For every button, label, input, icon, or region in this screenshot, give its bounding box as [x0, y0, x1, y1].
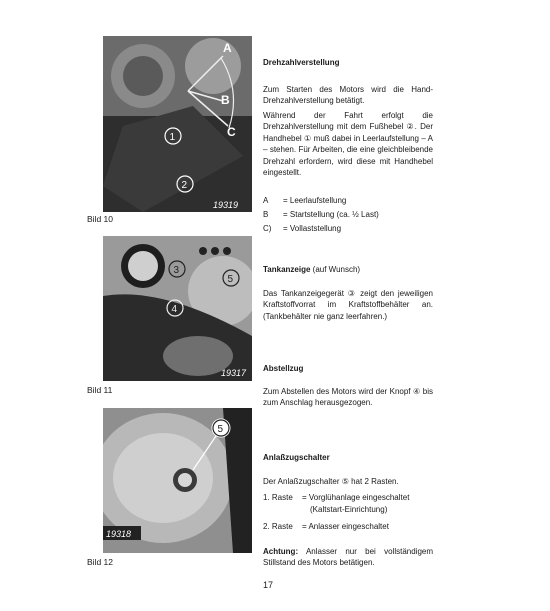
figure-caption: Bild 12 — [87, 557, 113, 567]
figure-photo-bild-10 — [103, 36, 252, 212]
heading-drehzahl: Drehzahlverstellung — [263, 58, 340, 67]
heading-abstellzug: Abstellzug — [263, 364, 304, 373]
list-value: = Vollaststellung — [283, 224, 342, 233]
figure-photo-bild-11 — [103, 236, 252, 381]
figure-photo-bild-12 — [103, 408, 252, 553]
callout-4: 4 — [171, 304, 178, 315]
paragraph: Der Anlaßzugschalter ⑤ hat 2 Rasten. — [263, 477, 399, 486]
figure-code: 19319 — [213, 200, 239, 210]
callout-a: A — [223, 41, 232, 55]
note-label: Achtung: — [263, 547, 299, 556]
figure-caption: Bild 10 — [87, 214, 113, 224]
figure-code: 19318 — [106, 529, 132, 539]
list-key: C) — [263, 224, 272, 233]
callout-c: C — [227, 125, 236, 139]
list-value: = Leerlaufstellung — [283, 196, 347, 205]
note — [263, 546, 433, 569]
list-key: 1. Raste — [263, 493, 293, 502]
paragraph: Das Tankanzeigegerät ③ zeigt den jeweiligen Kraftstoffvorrat im Kraftstoffbehälter an. (Tankbehälter nie ganz leerfahren.) — [263, 289, 433, 321]
page-number: 17 — [263, 580, 274, 590]
callout-2: 2 — [181, 180, 188, 191]
heading-tank-note: (auf Wunsch) — [312, 265, 361, 274]
callout-1: 1 — [169, 132, 176, 143]
list-key: 2. Raste — [263, 522, 293, 531]
figure-caption: Bild 11 — [87, 385, 113, 395]
note-text: Anlasser nur bei vollständigem Stillstand des Motors betätigen. — [263, 547, 433, 568]
paragraph: Zum Abstellen des Motors wird der Knopf ④ bis zum Anschlag herausgezogen. — [263, 387, 433, 408]
list-value: = Anlasser eingeschaltet — [302, 522, 389, 531]
heading-anlasszugschalter: Anlaßzugschalter — [263, 453, 330, 462]
figure-code: 19317 — [221, 368, 247, 378]
paragraph: Zum Starten des Motors wird die Hand-Drehzahlverstellung betätigt. — [263, 85, 433, 106]
heading-tank-title: Tankanzeige — [263, 265, 311, 274]
list-key: B — [263, 210, 269, 219]
paragraph: Während der Fahrt erfolgt die Drehzahlverstellung mit dem Fußhebel ②. Der Handhebel ① muß dabei in Leerlaufstellung – A – stehen. Für Arbeiten, die eine gleichbleibende Drehzahl erfordern, wird diese mit Handhebel eingestellt. — [263, 111, 433, 178]
callout-b: B — [221, 93, 230, 107]
list-value: = Vorglühanlage eingeschaltet — [302, 493, 410, 502]
list-value-2: (Kaltstart-Einrichtung) — [310, 505, 388, 514]
list-key: A — [263, 196, 269, 205]
callout-3: 3 — [173, 265, 180, 276]
callout-5: 5 — [217, 424, 224, 435]
heading-tank — [263, 265, 360, 274]
list-value: = Startstellung (ca. ½ Last) — [283, 210, 379, 219]
callout-5: 5 — [227, 274, 234, 285]
